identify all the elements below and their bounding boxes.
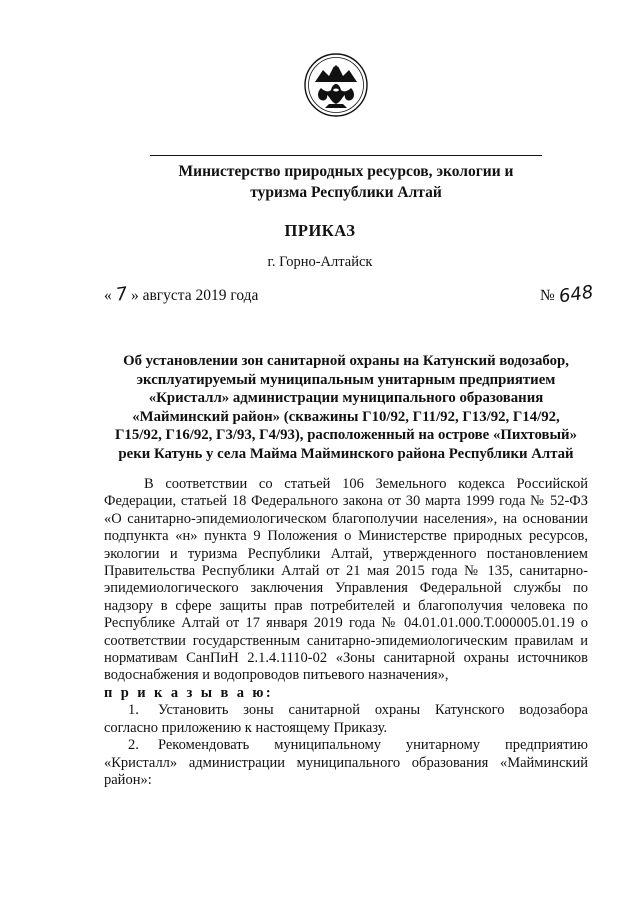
order-subject xyxy=(104,352,588,463)
subject-line-3: «Кристалл» администрации муниципального образования xyxy=(148,390,544,406)
order-body xyxy=(104,476,588,789)
number-sign: № xyxy=(540,287,555,304)
order-item-1 xyxy=(104,702,588,737)
ministry-line-2: туризма Республики Алтай xyxy=(250,184,442,201)
order-date xyxy=(104,284,258,305)
preamble-paragraph: В соответствии со статьей 106 Земельного кодекса Российской Федерации, статьей 18 Федерального закона от 30 марта 1999 года № 52-ФЗ «О санитарно-эпидемиологическом благополучии населения», на основании подпункта «н» пункта 9 Положения о Министерстве природных ресурсов, экологии и туризма Республики Алтай, утвержденного постановлением Правительства Республики Алтай от 21 мая 2015 года № 135, санитарно-эпидемиологического заключения Управления Федеральной службы по надзору в сфере защиты прав потребителей и благополучия человека по Республике Алтай от 17 января 2019 года № 04.01.01.000.Т.000005.01.19 о соответствии государственным санитарно-эпидемиологическим правилам и нормативам СанПиН 2.1.4.1110-02 «Зоны санитарной охраны источников водоснабжения и водопроводов питьевого назначения», xyxy=(104,476,588,684)
subject-line-5: Г15/92, Г16/92, Г3/93, Г4/93), расположенный на острове «Пихтовый» xyxy=(115,427,577,443)
item-number: 1. xyxy=(128,702,139,719)
item-text: Установить зоны санитарной охраны Катунского водозабора согласно приложению к настоящему Приказу. xyxy=(104,702,588,736)
date-rest: » августа 2019 года xyxy=(130,287,259,304)
date-day-handwritten: 7 xyxy=(114,283,129,306)
ministry-name xyxy=(150,155,542,203)
subject-line-6: реки Катунь у села Майма Майминского района Республики Алтай xyxy=(118,445,574,462)
order-item-2 xyxy=(104,737,588,789)
number-handwritten: 648 xyxy=(557,281,595,308)
date-open-quote: « xyxy=(104,287,112,304)
order-word: п р и к а з ы в а ю: xyxy=(104,684,274,701)
subject-line-2: эксплуатируемый муниципальным унитарным предприятием xyxy=(136,371,556,388)
subject-line-1: Об установлении зон санитарной охраны на Катунский водозабор, xyxy=(123,353,569,369)
subject-line-4: «Майминский район» (скважины Г10/92, Г11/92, Г13/92, Г14/92, xyxy=(132,408,560,425)
ministry-line-1: Министерство природных ресурсов, экологии и xyxy=(178,163,514,180)
item-text: Рекомендовать муниципальному унитарному предприятию «Кристалл» администрации муниципального образования «Майминский район»: xyxy=(104,737,588,788)
order-number xyxy=(540,281,595,308)
order-city: г. Горно-Алтайск xyxy=(267,254,373,270)
item-number: 2. xyxy=(128,737,139,754)
order-title: ПРИКАЗ xyxy=(284,221,356,240)
coat-of-arms-icon xyxy=(303,52,369,118)
